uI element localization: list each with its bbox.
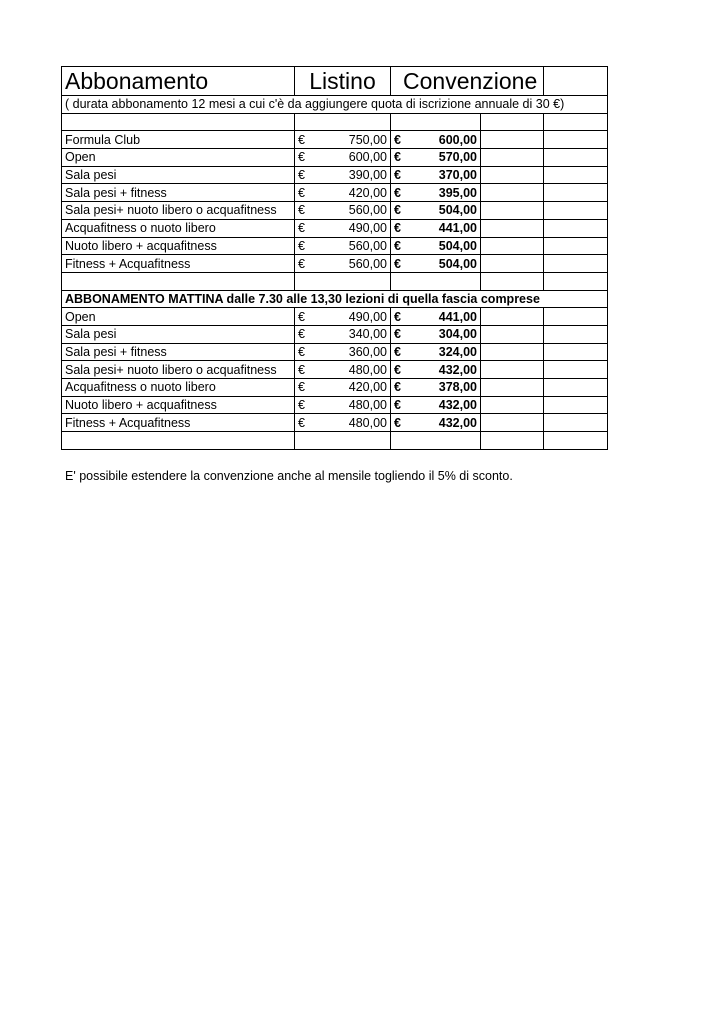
empty-cell — [544, 379, 608, 397]
currency-symbol: € — [394, 362, 401, 377]
table-row — [62, 414, 608, 432]
empty-cell — [481, 149, 544, 167]
empty-cell — [481, 131, 544, 149]
empty-cell — [544, 237, 608, 255]
table-row — [62, 131, 608, 149]
currency-symbol: € — [394, 327, 401, 342]
header-abbonamento: Abbonamento — [62, 67, 295, 96]
empty-cell — [481, 361, 544, 379]
empty-cell — [481, 325, 544, 343]
convenzione-price-value: 600,00 — [438, 132, 477, 147]
empty-cell — [481, 219, 544, 237]
currency-symbol: € — [298, 221, 305, 236]
empty-cell — [481, 255, 544, 273]
convenzione-price — [391, 308, 481, 326]
empty-cell — [544, 396, 608, 414]
convenzione-price — [391, 379, 481, 397]
currency-symbol: € — [298, 344, 305, 359]
table-row — [62, 219, 608, 237]
table-row — [62, 379, 608, 397]
convenzione-price — [391, 184, 481, 202]
currency-symbol: € — [394, 380, 401, 395]
listino-price — [295, 202, 391, 220]
table-row — [62, 308, 608, 326]
subscription-name: Sala pesi + fitness — [62, 184, 295, 202]
listino-price — [295, 131, 391, 149]
currency-symbol: € — [394, 344, 401, 359]
currency-symbol: € — [298, 238, 305, 253]
table-row — [62, 184, 608, 202]
empty-cell — [481, 379, 544, 397]
listino-price — [295, 325, 391, 343]
price-table — [61, 66, 608, 450]
convenzione-price — [391, 149, 481, 167]
listino-price-value: 560,00 — [348, 238, 387, 253]
listino-price — [295, 255, 391, 273]
header-empty — [544, 67, 608, 96]
convenzione-price-value: 570,00 — [438, 150, 477, 165]
empty-cell — [544, 184, 608, 202]
convenzione-price-value: 504,00 — [438, 203, 477, 218]
convenzione-price-value: 378,00 — [438, 380, 477, 395]
currency-symbol: € — [298, 203, 305, 218]
convenzione-price — [391, 325, 481, 343]
subscription-name: Fitness + Acquafitness — [62, 414, 295, 432]
currency-symbol: € — [394, 238, 401, 253]
convenzione-price — [391, 202, 481, 220]
currency-symbol: € — [394, 221, 401, 236]
table-row — [62, 202, 608, 220]
currency-symbol: € — [298, 256, 305, 271]
convenzione-price-value: 370,00 — [438, 168, 477, 183]
convenzione-price-value: 504,00 — [438, 256, 477, 271]
currency-symbol: € — [394, 132, 401, 147]
listino-price-value: 340,00 — [348, 327, 387, 342]
subscription-name: Sala pesi+ nuoto libero o acquafitness — [62, 202, 295, 220]
listino-price — [295, 166, 391, 184]
convenzione-price-value: 432,00 — [438, 398, 477, 413]
empty-cell — [544, 202, 608, 220]
currency-symbol: € — [298, 415, 305, 430]
convenzione-price-value: 432,00 — [438, 362, 477, 377]
listino-price-value: 480,00 — [348, 362, 387, 377]
subscription-name: Nuoto libero + acquafitness — [62, 396, 295, 414]
empty-cell — [481, 166, 544, 184]
empty-cell — [481, 184, 544, 202]
price-sheet — [61, 66, 607, 450]
morning-section-title: ABBONAMENTO MATTINA dalle 7.30 alle 13,30 lezioni di quella fascia comprese — [62, 290, 608, 308]
empty-cell — [544, 219, 608, 237]
subscription-name: Open — [62, 149, 295, 167]
currency-symbol: € — [298, 150, 305, 165]
listino-price-value: 390,00 — [348, 168, 387, 183]
currency-symbol: € — [298, 398, 305, 413]
listino-price-value: 420,00 — [348, 380, 387, 395]
listino-price-value: 420,00 — [348, 185, 387, 200]
currency-symbol: € — [298, 309, 305, 324]
convenzione-price-value: 441,00 — [438, 221, 477, 236]
empty-cell — [544, 255, 608, 273]
currency-symbol: € — [394, 150, 401, 165]
subscription-name: Sala pesi + fitness — [62, 343, 295, 361]
empty-cell — [481, 202, 544, 220]
duration-note: ( durata abbonamento 12 mesi a cui c'è da aggiungere quota di iscrizione annuale di 30 €) — [62, 96, 608, 114]
currency-symbol: € — [298, 132, 305, 147]
empty-cell — [544, 343, 608, 361]
listino-price — [295, 308, 391, 326]
empty-row — [62, 432, 608, 450]
empty-cell — [481, 237, 544, 255]
listino-price-value: 360,00 — [348, 344, 387, 359]
subscription-name: Acquafitness o nuoto libero — [62, 219, 295, 237]
convenzione-price-value: 432,00 — [438, 415, 477, 430]
subscription-name: Formula Club — [62, 131, 295, 149]
currency-symbol: € — [394, 168, 401, 183]
convenzione-price — [391, 396, 481, 414]
convenzione-price — [391, 219, 481, 237]
currency-symbol: € — [394, 309, 401, 324]
table-row — [62, 343, 608, 361]
convenzione-price — [391, 361, 481, 379]
table-row — [62, 361, 608, 379]
empty-cell — [544, 166, 608, 184]
listino-price — [295, 414, 391, 432]
empty-cell — [544, 149, 608, 167]
empty-row — [62, 272, 608, 290]
table-row — [62, 237, 608, 255]
currency-symbol: € — [298, 362, 305, 377]
currency-symbol: € — [394, 415, 401, 430]
empty-cell — [544, 361, 608, 379]
currency-symbol: € — [394, 256, 401, 271]
empty-row — [62, 113, 608, 131]
convenzione-price-value: 324,00 — [438, 344, 477, 359]
subscription-name: Sala pesi — [62, 325, 295, 343]
convenzione-price — [391, 166, 481, 184]
listino-price — [295, 379, 391, 397]
morning-title-row — [62, 290, 608, 308]
convenzione-price — [391, 343, 481, 361]
convenzione-price-value: 395,00 — [438, 185, 477, 200]
currency-symbol: € — [298, 380, 305, 395]
listino-price-value: 560,00 — [348, 256, 387, 271]
header-convenzione: Convenzione — [391, 67, 544, 96]
listino-price-value: 600,00 — [348, 150, 387, 165]
convenzione-price — [391, 255, 481, 273]
currency-symbol: € — [298, 327, 305, 342]
listino-price — [295, 219, 391, 237]
table-row — [62, 325, 608, 343]
duration-row — [62, 96, 608, 114]
currency-symbol: € — [394, 203, 401, 218]
listino-price-value: 750,00 — [348, 132, 387, 147]
listino-price — [295, 184, 391, 202]
subscription-name: Fitness + Acquafitness — [62, 255, 295, 273]
empty-cell — [481, 396, 544, 414]
empty-cell — [481, 308, 544, 326]
convenzione-price-value: 441,00 — [438, 309, 477, 324]
empty-cell — [544, 308, 608, 326]
currency-symbol: € — [298, 168, 305, 183]
convenzione-price-value: 504,00 — [438, 238, 477, 253]
subscription-name: Sala pesi+ nuoto libero o acquafitness — [62, 361, 295, 379]
listino-price — [295, 343, 391, 361]
empty-cell — [544, 131, 608, 149]
currency-symbol: € — [394, 185, 401, 200]
currency-symbol: € — [298, 185, 305, 200]
table-row — [62, 166, 608, 184]
listino-price-value: 560,00 — [348, 203, 387, 218]
convenzione-price-value: 304,00 — [438, 327, 477, 342]
header-listino: Listino — [295, 67, 391, 96]
subscription-name: Sala pesi — [62, 166, 295, 184]
listino-price — [295, 396, 391, 414]
subscription-name: Nuoto libero + acquafitness — [62, 237, 295, 255]
table-row — [62, 396, 608, 414]
listino-price-value: 490,00 — [348, 309, 387, 324]
listino-price — [295, 237, 391, 255]
table-row — [62, 149, 608, 167]
convenzione-price — [391, 237, 481, 255]
convenzione-price — [391, 414, 481, 432]
subscription-name: Open — [62, 308, 295, 326]
subscription-name: Acquafitness o nuoto libero — [62, 379, 295, 397]
listino-price — [295, 149, 391, 167]
empty-cell — [481, 414, 544, 432]
header-row — [62, 67, 608, 96]
empty-cell — [481, 343, 544, 361]
currency-symbol: € — [394, 398, 401, 413]
empty-cell — [544, 325, 608, 343]
listino-price — [295, 361, 391, 379]
convenzione-price — [391, 131, 481, 149]
listino-price-value: 480,00 — [348, 398, 387, 413]
empty-cell — [544, 414, 608, 432]
listino-price-value: 490,00 — [348, 221, 387, 236]
listino-price-value: 480,00 — [348, 415, 387, 430]
table-row — [62, 255, 608, 273]
footer-note: E' possibile estendere la convenzione anche al mensile togliendo il 5% di sconto. — [65, 469, 513, 483]
